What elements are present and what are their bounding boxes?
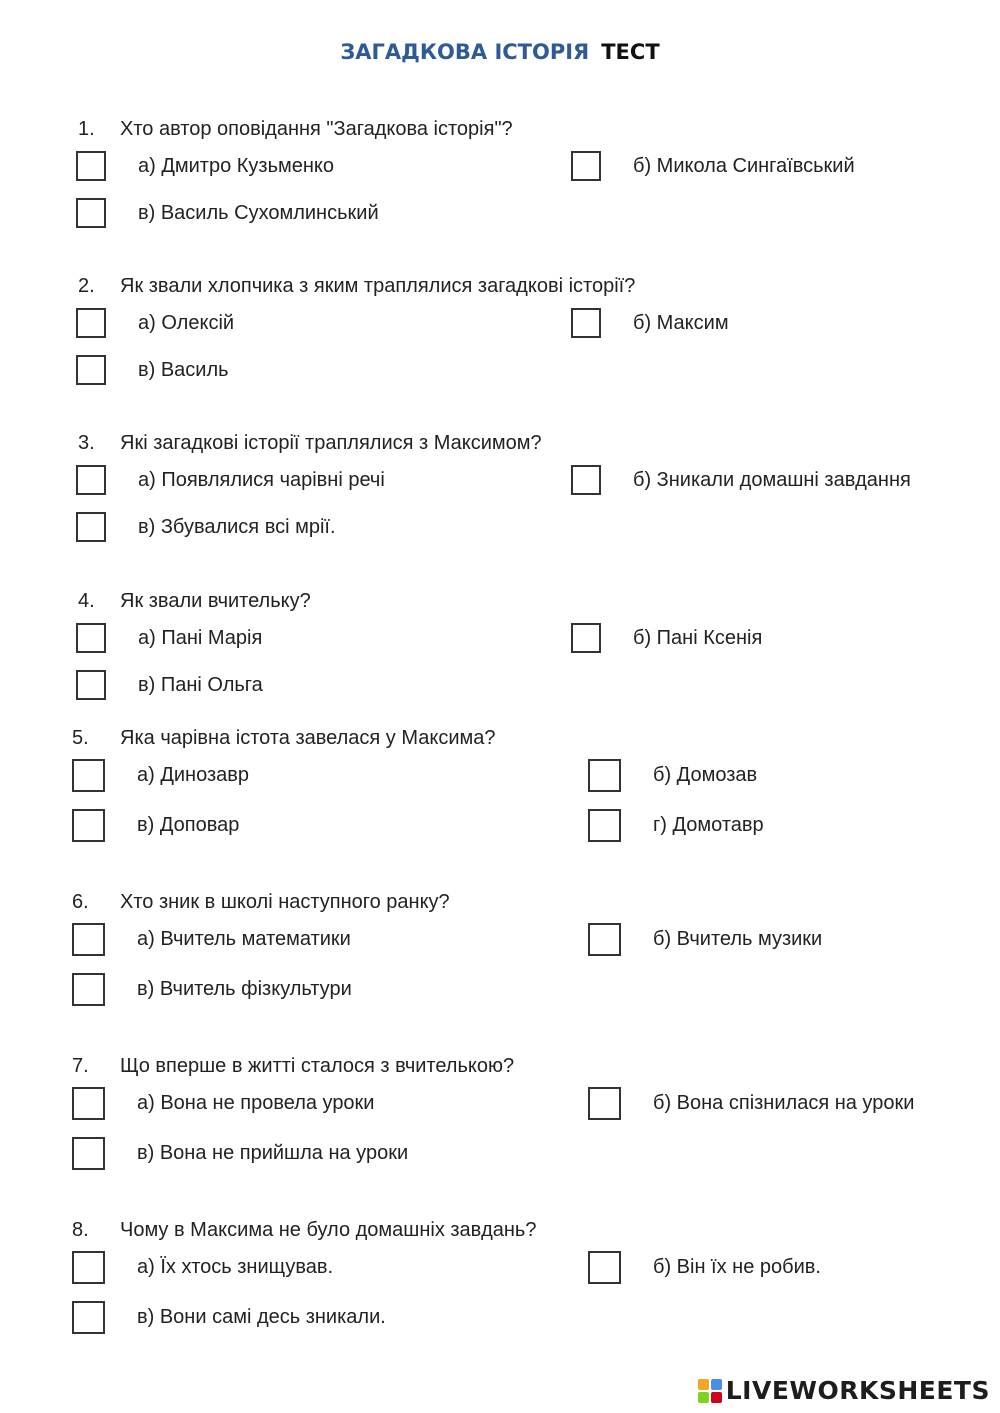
question-4-option-b[interactable] — [571, 623, 762, 653]
answer-checkbox[interactable] — [76, 308, 106, 338]
option-label: б) Вчитель музики — [653, 928, 823, 950]
question-number: 1. — [78, 118, 95, 140]
question-text: Хто зник в школі наступного ранку? — [120, 891, 450, 913]
answer-checkbox[interactable] — [72, 1251, 105, 1284]
title-suffix: ТЕСТ — [601, 40, 660, 64]
question-1-option-a[interactable] — [76, 151, 334, 181]
option-label: а) Дмитро Кузьменко — [138, 154, 335, 177]
answer-checkbox[interactable] — [76, 198, 106, 228]
question-8-option-b[interactable] — [588, 1251, 821, 1284]
question-text: Як звали вчительку? — [120, 590, 311, 612]
option-label: г) Домотавр — [653, 814, 764, 836]
option-label: в) Вони самі десь зникали. — [137, 1306, 386, 1328]
question-7-text — [72, 1055, 514, 1078]
question-4-option-c[interactable] — [76, 670, 263, 700]
question-number: 2. — [78, 275, 95, 297]
question-number: 5. — [72, 727, 89, 749]
option-label: б) Максим — [633, 311, 729, 334]
logo-text: LIVEWORKSHEETS — [725, 1376, 990, 1405]
option-label: а) Появлялися чарівні речі — [138, 468, 385, 491]
question-number: 3. — [78, 432, 95, 454]
question-2-option-b[interactable] — [571, 308, 729, 338]
question-6-option-c[interactable] — [72, 973, 352, 1006]
logo-block — [711, 1379, 722, 1390]
question-6-text — [72, 891, 450, 914]
option-label: в) Вона не прийшла на уроки — [137, 1142, 409, 1164]
answer-checkbox[interactable] — [588, 1251, 621, 1284]
question-text: Чому в Максима не було домашніх завдань? — [120, 1219, 537, 1241]
question-5-option-d[interactable] — [588, 809, 764, 842]
question-4-option-a[interactable] — [76, 623, 262, 653]
option-label: б) Вона спізнилася на уроки — [653, 1092, 915, 1114]
logo-block — [711, 1392, 722, 1403]
title-main: ЗАГАДКОВА ІСТОРІЯ — [340, 40, 590, 64]
question-1-option-c[interactable] — [76, 198, 379, 228]
option-label: б) Він їх не робив. — [653, 1256, 821, 1278]
option-label: б) Зникали домашні завдання — [633, 468, 911, 491]
question-7-option-c[interactable] — [72, 1137, 408, 1170]
answer-checkbox[interactable] — [588, 809, 621, 842]
question-text: Яка чарівна істота завелася у Максима? — [120, 727, 496, 749]
question-number: 6. — [72, 891, 89, 913]
answer-checkbox[interactable] — [72, 923, 105, 956]
question-6-option-b[interactable] — [588, 923, 822, 956]
option-label: а) Вчитель математики — [137, 928, 351, 950]
question-3-option-b[interactable] — [571, 465, 911, 495]
option-label: а) Їх хтось знищував. — [137, 1256, 334, 1278]
option-label: б) Домозав — [653, 764, 758, 786]
question-5-option-c[interactable] — [72, 809, 239, 842]
logo-block — [698, 1379, 709, 1390]
question-7-option-a[interactable] — [72, 1087, 374, 1120]
question-8-option-a[interactable] — [72, 1251, 333, 1284]
answer-checkbox[interactable] — [571, 308, 601, 338]
answer-checkbox[interactable] — [588, 1087, 621, 1120]
answer-checkbox[interactable] — [76, 355, 106, 385]
answer-checkbox[interactable] — [571, 623, 601, 653]
answer-checkbox[interactable] — [588, 759, 621, 792]
option-label: а) Пані Марія — [138, 626, 263, 649]
option-label: а) Динозавр — [137, 764, 250, 786]
question-8-option-c[interactable] — [72, 1301, 386, 1334]
answer-checkbox[interactable] — [76, 512, 106, 542]
question-5-text — [72, 727, 496, 750]
option-label: в) Вчитель фізкультури — [137, 978, 352, 1000]
question-1-text — [78, 118, 513, 141]
liveworksheets-logo — [698, 1376, 990, 1405]
question-number: 7. — [72, 1055, 89, 1077]
answer-checkbox[interactable] — [72, 973, 105, 1006]
answer-checkbox[interactable] — [76, 670, 106, 700]
option-label: в) Доповар — [137, 814, 240, 836]
answer-checkbox[interactable] — [72, 1301, 105, 1334]
question-3-option-a[interactable] — [76, 465, 385, 495]
question-4-text — [78, 590, 311, 613]
question-5-option-b[interactable] — [588, 759, 757, 792]
question-3-option-c[interactable] — [76, 512, 336, 542]
question-2-text — [78, 275, 635, 298]
answer-checkbox[interactable] — [571, 151, 601, 181]
answer-checkbox[interactable] — [72, 1087, 105, 1120]
option-label: б) Микола Сингаївський — [633, 154, 855, 177]
logo-block — [698, 1392, 709, 1403]
answer-checkbox[interactable] — [571, 465, 601, 495]
answer-checkbox[interactable] — [76, 465, 106, 495]
question-number: 4. — [78, 590, 95, 612]
question-number: 8. — [72, 1219, 89, 1241]
option-label: в) Василь — [138, 358, 229, 381]
question-7-option-b[interactable] — [588, 1087, 914, 1120]
question-text: Що вперше в житті сталося з вчителькою? — [120, 1055, 515, 1077]
question-2-option-a[interactable] — [76, 308, 234, 338]
answer-checkbox[interactable] — [72, 809, 105, 842]
question-5-option-a[interactable] — [72, 759, 249, 792]
option-label: в) Пані Ольга — [138, 673, 263, 696]
question-2-option-c[interactable] — [76, 355, 229, 385]
option-label: а) Олексій — [138, 311, 235, 334]
answer-checkbox[interactable] — [588, 923, 621, 956]
option-label: б) Пані Ксенія — [633, 626, 763, 649]
page-title — [0, 40, 1000, 64]
answer-checkbox[interactable] — [72, 759, 105, 792]
logo-blocks-icon — [698, 1379, 722, 1403]
question-6-option-a[interactable] — [72, 923, 351, 956]
question-text: Які загадкові історії траплялися з Максимом? — [120, 432, 542, 454]
question-1-option-b[interactable] — [571, 151, 855, 181]
question-8-text — [72, 1219, 536, 1242]
question-text: Як звали хлопчика з яким траплялися загадкові історії? — [120, 275, 636, 297]
option-label: а) Вона не провела уроки — [137, 1092, 375, 1114]
answer-checkbox[interactable] — [76, 151, 106, 181]
option-label: в) Збувалися всі мрії. — [138, 515, 336, 538]
answer-checkbox[interactable] — [72, 1137, 105, 1170]
question-text: Хто автор оповідання "Загадкова історія"? — [120, 118, 513, 140]
answer-checkbox[interactable] — [76, 623, 106, 653]
option-label: в) Василь Сухомлинський — [138, 201, 379, 224]
question-3-text — [78, 432, 542, 455]
